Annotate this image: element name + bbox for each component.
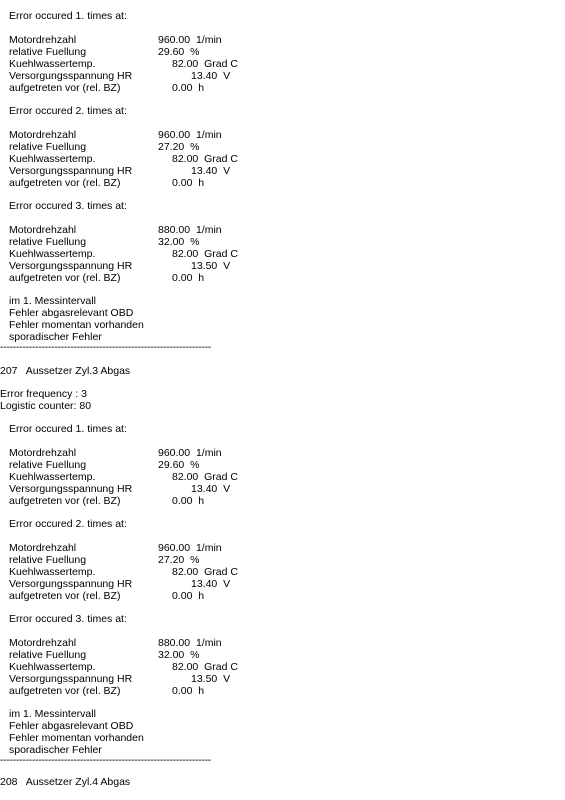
text-line: relative Fuellung [9, 459, 87, 471]
text-line: aufgetreten vor (rel. BZ) [9, 272, 121, 284]
text-line: 29.60 % [158, 459, 200, 471]
text-line: Fehler momentan vorhanden [9, 732, 144, 744]
text-line: Fehler momentan vorhanden [9, 319, 144, 331]
text-line: Fehler abgasrelevant OBD [9, 720, 134, 732]
text-line: 82.00 Grad C [172, 58, 238, 70]
text-line: 960.00 1/min [158, 447, 222, 459]
text-line: 880.00 1/min [158, 224, 222, 236]
text-line: 13.40 V [191, 578, 231, 590]
text-line: Error occured 2. times at: [9, 518, 127, 530]
text-line: 0.00 h [172, 82, 205, 94]
text-line: 960.00 1/min [158, 129, 222, 141]
text-line: 82.00 Grad C [172, 153, 238, 165]
text-line: Versorgungsspannung HR [9, 165, 133, 177]
text-line: 29.60 % [158, 46, 200, 58]
text-line: aufgetreten vor (rel. BZ) [9, 495, 121, 507]
text-line: 13.40 V [191, 165, 231, 177]
text-line: 82.00 Grad C [172, 566, 238, 578]
text-line: Versorgungsspannung HR [9, 578, 133, 590]
text-line: 960.00 1/min [158, 542, 222, 554]
text-line: Motordrehzahl [9, 129, 77, 141]
text-line: Motordrehzahl [9, 34, 77, 46]
text-line: 0.00 h [172, 685, 205, 697]
text-line: 0.00 h [172, 272, 205, 284]
text-line: Motordrehzahl [9, 637, 77, 649]
text-line: im 1. Messintervall [9, 708, 96, 720]
text-line: 207 Aussetzer Zyl.3 Abgas [0, 365, 131, 377]
text-line: Versorgungsspannung HR [9, 260, 133, 272]
text-line: Fehler abgasrelevant OBD [9, 307, 134, 319]
text-line: Motordrehzahl [9, 542, 77, 554]
text-line: Motordrehzahl [9, 447, 77, 459]
text-line: Motordrehzahl [9, 224, 77, 236]
text-line: Error occured 3. times at: [9, 200, 127, 212]
text-line: Versorgungsspannung HR [9, 673, 133, 685]
text-line: Kuehlwassertemp. [9, 661, 96, 673]
text-line: Logistic counter: 80 [0, 400, 92, 412]
text-line: aufgetreten vor (rel. BZ) [9, 685, 121, 697]
text-line: Kuehlwassertemp. [9, 248, 96, 260]
text-line: 13.40 V [191, 70, 231, 82]
text-line: 0.00 h [172, 177, 205, 189]
text-line: aufgetreten vor (rel. BZ) [9, 590, 121, 602]
text-line: Error occured 1. times at: [9, 423, 127, 435]
text-line: sporadischer Fehler [9, 744, 102, 756]
text-line: 27.20 % [158, 554, 200, 566]
text-line: 82.00 Grad C [172, 661, 238, 673]
text-line: Kuehlwassertemp. [9, 58, 96, 70]
text-line: relative Fuellung [9, 649, 87, 661]
text-line: im 1. Messintervall [9, 295, 96, 307]
text-line: relative Fuellung [9, 141, 87, 153]
text-line: Kuehlwassertemp. [9, 566, 96, 578]
text-line: aufgetreten vor (rel. BZ) [9, 82, 121, 94]
text-line: Kuehlwassertemp. [9, 471, 96, 483]
text-line: 13.50 V [191, 673, 231, 685]
text-line: aufgetreten vor (rel. BZ) [9, 177, 121, 189]
text-line: 32.00 % [158, 649, 200, 661]
text-line: Versorgungsspannung HR [9, 70, 133, 82]
text-line: 27.20 % [158, 141, 200, 153]
text-line: 0.00 h [172, 590, 205, 602]
text-line: 13.50 V [191, 260, 231, 272]
text-line: 208 Aussetzer Zyl.4 Abgas [0, 776, 131, 788]
text-line: 32.00 % [158, 236, 200, 248]
text-line: Error occured 1. times at: [9, 10, 127, 22]
text-line: sporadischer Fehler [9, 331, 102, 343]
text-line: 880.00 1/min [158, 637, 222, 649]
text-line: relative Fuellung [9, 46, 87, 58]
text-line: relative Fuellung [9, 554, 87, 566]
separator-line: ------------------------------------------------------------------ [0, 754, 211, 766]
text-line: relative Fuellung [9, 236, 87, 248]
text-line: 82.00 Grad C [172, 248, 238, 260]
text-line: Error frequency : 3 [0, 388, 87, 400]
text-line: Kuehlwassertemp. [9, 153, 96, 165]
text-line: 13.40 V [191, 483, 231, 495]
text-line: 82.00 Grad C [172, 471, 238, 483]
text-line: Versorgungsspannung HR [9, 483, 133, 495]
text-line: 0.00 h [172, 495, 205, 507]
text-line: 960.00 1/min [158, 34, 222, 46]
text-line: Error occured 3. times at: [9, 613, 127, 625]
separator-line: ------------------------------------------------------------------ [0, 341, 211, 353]
text-line: Error occured 2. times at: [9, 105, 127, 117]
